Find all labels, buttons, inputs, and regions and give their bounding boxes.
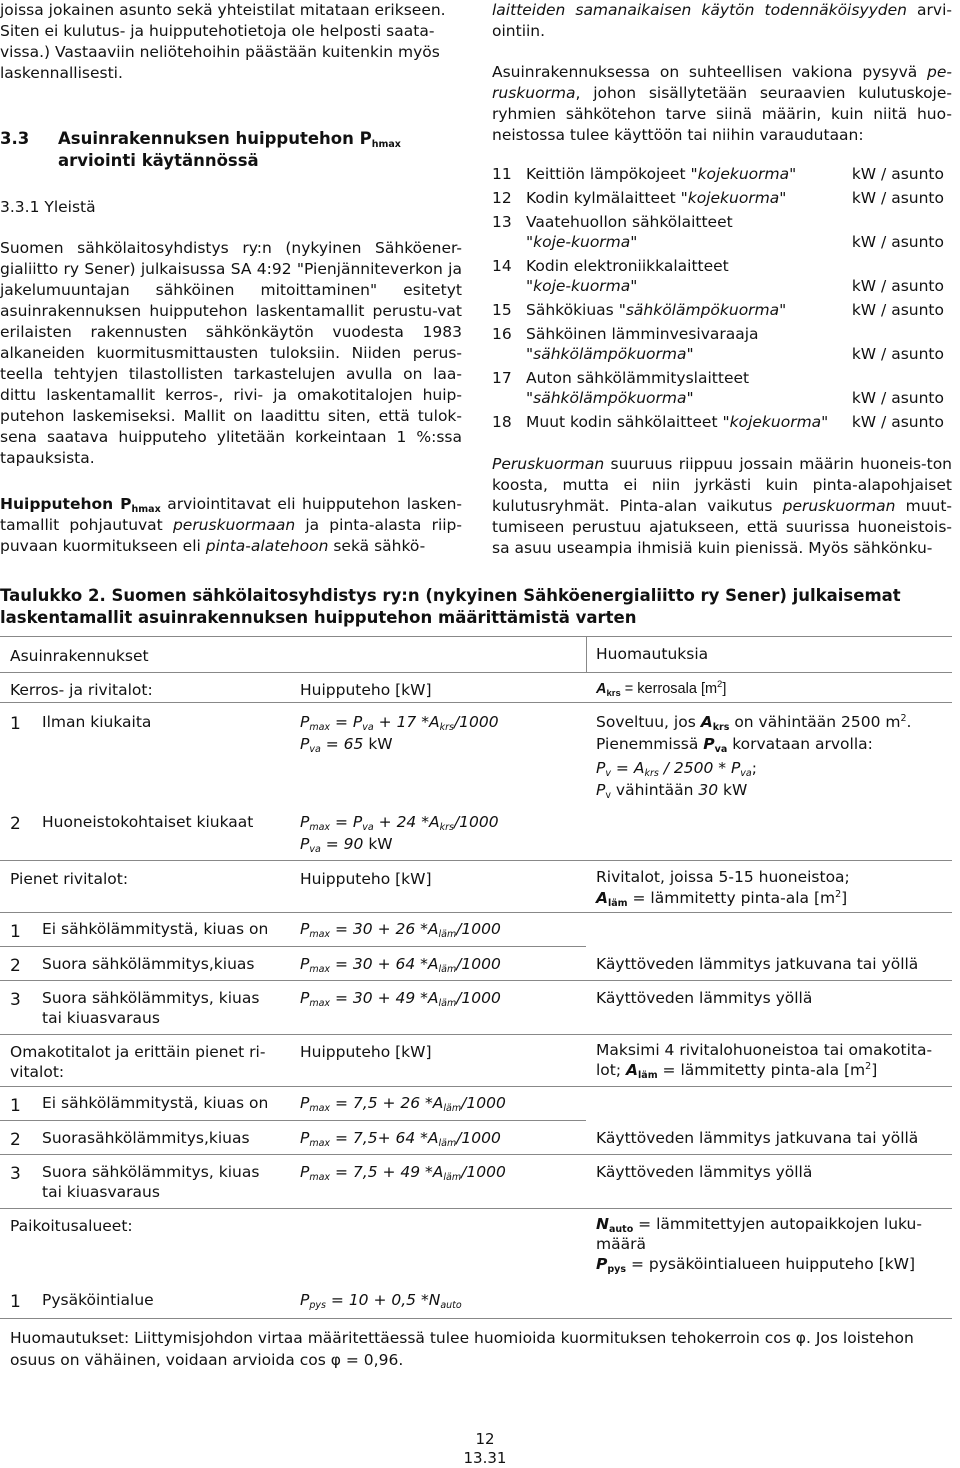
formula: $P_{max} = 30 + 64$ $*A_{läm}/1000$ [300, 955, 501, 975]
row-label: Suora sähkölämmitys,kiuas [42, 955, 255, 973]
row-label: Suora sähkölämmitys, kiuas tai kiuasvaraus [42, 989, 260, 1027]
paragraph: Suomen sähkölaitosyhdistys ry:n (nykyinen Sähköener-gialiitto ry Sener) julkaisussa SA 4:92 "Pienjänniteverkon ja jakelumuuntajan sähköinen mitoittaminen" esitetyt asuinrakennuksen huipputehon laskentamallit perustu-vat erilaisten rakennusten sähkönkäytön vuodesta 1983 alkaneiden kuormitusmittausten tuloksiin. Niiden perus-teella tehtyjen tilastollisten tarkastelujen avulla on laa-dittu laskentamallit kerros-, rivi- ja omakotitalojen huip-putehon laskemiseksi. Mallit on laadittu siten, että tulok-sena saatava huipputeho ylitetään korkeintaan 1 %:ssa tapauksista. [0, 239, 462, 467]
section-title: Asuinrakennuksen huipputehon $P_{hmax}$ arviointi käytännössä [58, 129, 401, 170]
group-label: Omakotitalot ja erittäin pienet ri- vitalot: [10, 1043, 266, 1081]
list-item: 16 Sähköinen lämminvesivaraaja "sähkölämpökuorma" kW / asunto [492, 325, 944, 363]
row-number: 1 [10, 1096, 21, 1116]
table-rule [0, 1208, 952, 1209]
table-rule [0, 946, 586, 947]
row-number: 1 [10, 1292, 21, 1312]
formula: $P_{pys} = 10 + 0,5$ $*N_{auto}$ [300, 1291, 462, 1311]
formula: $P_{va} = 90$ kW [300, 835, 393, 855]
table-rule [0, 860, 952, 861]
row-label: Huoneistokohtaiset kiukaat [42, 813, 254, 831]
table-rule [0, 912, 952, 913]
list-item: 11 Keittiön lämpökojeet "kojekuorma" kW / asunto [492, 165, 944, 183]
note: Soveltuu, jos $A_{krs}$ on vähintään 2500 $m^2$. [596, 712, 912, 733]
table-rule [0, 672, 952, 673]
column-divider [586, 636, 587, 672]
note: Käyttöveden lämmitys yöllä [596, 989, 813, 1007]
formula: $P_{max} = 30 + 49$ $*A_{läm}/1000$ [300, 989, 501, 1009]
row-label: Pysäköintialue [42, 1291, 154, 1309]
table-rule [0, 1086, 952, 1087]
column-header: Huomautuksia [596, 645, 709, 663]
note: Käyttöveden lämmitys jatkuvana tai yöllä [596, 955, 919, 973]
note: Maksimi 4 rivitalohuoneistoa tai omakotita- lot; $A_{läm}$ = lämmitetty pinta-ala $[m^2]$ [596, 1041, 933, 1081]
row-number: 2 [10, 1130, 21, 1150]
unit-label: Huipputeho [kW] [300, 870, 432, 888]
unit-label: Huipputeho [kW] [300, 681, 432, 699]
note: $N_{auto}$ = lämmitettyjen autopaikkojen luku- määrä $P_{pys}$ = pysäköintialueen huipputeho [kW] [596, 1215, 922, 1275]
note: Pienemmissä $P_{va}$ korvataan arvolla: [596, 735, 873, 755]
row-label: Suora sähkölämmitys, kiuas tai kiuasvaraus [42, 1163, 260, 1201]
note: $P_v$ vähintään 30 kW [596, 781, 748, 801]
list-item: 18 Muut kodin sähkölaitteet "kojekuorma" kW / asunto [492, 413, 944, 431]
group-label: Paikoitusalueet: [10, 1217, 133, 1235]
note: Käyttöveden lämmitys jatkuvana tai yöllä [596, 1129, 919, 1147]
formula: $P_{va} = 65$ kW [300, 735, 393, 755]
note: Rivitalot, joissa 5-15 huoneistoa; [596, 868, 850, 886]
formula: $P_{max} = 7,5 + 49$ $*A_{läm}/1000$ [300, 1163, 506, 1183]
table-rule [0, 1154, 952, 1155]
intro-line: joissa jokainen asunto sekä yhteistilat mitataan erikseen. [0, 1, 446, 19]
column-header: Asuinrakennukset [10, 647, 149, 665]
sub-heading: 3.3.1 Yleistä [0, 198, 96, 216]
table-rule [0, 702, 952, 703]
table-rule [0, 1034, 952, 1035]
group-label: Kerros- ja rivitalot: [10, 681, 153, 699]
note: Käyttöveden lämmitys yöllä [596, 1163, 813, 1181]
group-label: Pienet rivitalot: [10, 870, 129, 888]
formula: $P_{max} = 30 + 26$ $*A_{läm}/1000$ [300, 920, 501, 940]
row-label: Ilman kiukaita [42, 713, 152, 731]
list-item: 13 Vaatehuollon sähkölaitteet "koje-kuorma" kW / asunto [492, 213, 944, 251]
intro-line: vissa.) Vastaaviin neliötehoihin päästään kuitenkin myös [0, 43, 440, 61]
section-number: 3.3 [0, 129, 30, 148]
row-label: Ei sähkölämmitystä, kiuas on [42, 920, 269, 938]
formula: $P_{max} = P_{va} + 17$ $*A_{krs}/1000$ [300, 713, 499, 733]
table-rule [0, 980, 952, 981]
intro-line: Siten ei kulutus- ja huipputehotietoja ole helposti saata- [0, 22, 435, 40]
formula: $P_{max} = P_{va} + 24$ $*A_{krs}/1000$ [300, 813, 499, 833]
paragraph: Asuinrakennuksessa on suhteellisen vakiona pysyvä pe-ruskuorma, johon sisällytetään seuraavien kulutuskoje-ryhmien sähkötehon tarve siinä määrin, kuin niitä huo-neistossa tulee käyttöön tai niihin varaudutaan: [492, 63, 952, 144]
table-footnote: Huomautukset: Liittymisjohdon virtaa määritettäessä tulee huomioida kuormituksen tehokerroin cos φ. Jos loistehon osuus on vähäinen, voidaan arvioida cos φ = 0,96. [10, 1329, 914, 1369]
list-item: 12 Kodin kylmälaitteet "kojekuorma" kW / asunto [492, 189, 944, 207]
unit-label: Huipputeho [kW] [300, 1043, 432, 1061]
row-number: 2 [10, 814, 21, 834]
table-rule [0, 1120, 586, 1121]
table-rule [0, 636, 952, 637]
list-item: 15 Sähkökiuas "sähkölämpökuorma" kW / asunto [492, 301, 944, 319]
paragraph: laitteiden samanaikaisen käytön todennäköisyyden arvi-ointiin. [492, 1, 952, 40]
table-rule [0, 1318, 952, 1319]
row-label: Ei sähkölämmitystä, kiuas on [42, 1094, 269, 1112]
row-label: Suorasähkölämmitys,kiuas [42, 1129, 250, 1147]
row-number: 3 [10, 1164, 21, 1184]
load-group-list [492, 164, 944, 432]
formula: $P_{max} = 7,5+ 64$ $*A_{läm}/1000$ [300, 1129, 501, 1149]
row-number: 2 [10, 956, 21, 976]
page-number: 12 13.31 [463, 1430, 507, 1467]
paragraph: Peruskuorman suuruus riippuu jossain määrin huoneis-ton koosta, mutta ei niin jyrkästi kuin pinta-alapohjaiset kulutusryhmät. Pinta-alan vaikutus peruskuorman muut-tumiseen perustuu ajatukseen, että suurissa huoneistois-sa asuu useampia ihmisiä kuin pienissä. Myös sähkönku- [492, 455, 953, 557]
row-number: 3 [10, 990, 21, 1010]
intro-line: laskennallisesti. [0, 64, 123, 82]
row-number: 1 [10, 714, 21, 734]
section-heading [0, 128, 29, 150]
paragraph: Huipputehon $P_{hmax}$ arviointitavat eli huipputehon lasken-tamallit pohjautuvat peruskuormaan ja pinta-alasta riip-puvaan kuormitukseen eli pinta-alatehoon sekä sähkö- [0, 495, 462, 555]
list-item: 14 Kodin elektroniikkalaitteet "koje-kuorma" kW / asunto [492, 257, 944, 295]
row-number: 1 [10, 922, 21, 942]
note: $A_{krs}$ = kerrosala $[m^2]$ [596, 679, 727, 699]
formula: $P_v = A_{krs} / 2500 * P_{va}$; [596, 759, 757, 779]
list-item: 17 Auton sähkölämmityslaitteet "sähkölämpökuorma" kW / asunto [492, 369, 944, 407]
table-caption: Taulukko 2. Suomen sähkölaitosyhdistys ry:n (nykyinen Sähköenergialiitto ry Sener) julkaisemat laskentamallit asuinrakennuksen huipputehon määrittämistä varten [0, 586, 901, 627]
note: $A_{läm}$ = lämmitetty pinta-ala $[m^2]$ [596, 888, 848, 909]
formula: $P_{max} = 7,5 + 26$ $*A_{läm}/1000$ [300, 1094, 506, 1114]
